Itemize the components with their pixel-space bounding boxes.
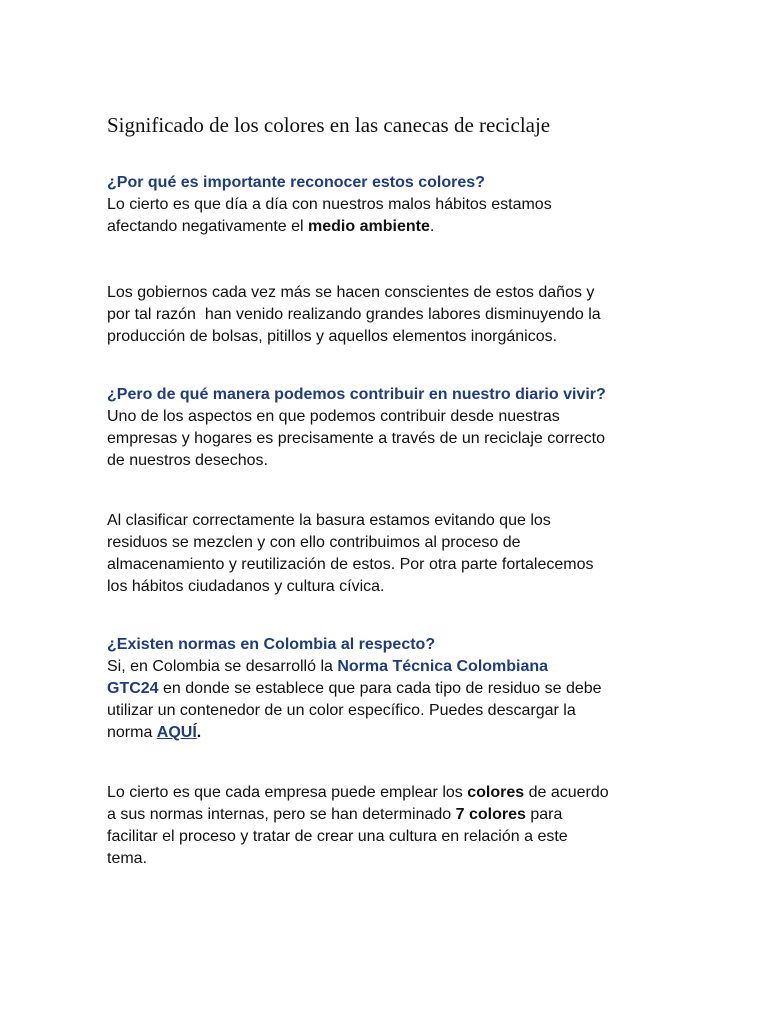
text-line bbox=[107, 678, 677, 700]
text-line: empresas y hogares es precisamente a través de un reciclaje correcto bbox=[107, 430, 606, 447]
text-line: Los gobiernos cada vez más se hacen conscientes de estos daños y bbox=[107, 284, 595, 301]
text-line bbox=[107, 782, 677, 804]
section-question: ¿Existen normas en Colombia al respecto? bbox=[107, 636, 436, 653]
paragraph bbox=[107, 194, 677, 238]
text-line bbox=[107, 656, 677, 678]
text-line: de nuestros desechos. bbox=[107, 452, 268, 469]
norm-code: GTC24 bbox=[107, 680, 159, 697]
bold-term: medio ambiente bbox=[308, 218, 430, 235]
text-run: Lo cierto es que cada empresa puede emplear los bbox=[107, 784, 468, 801]
paragraph bbox=[107, 406, 677, 472]
paragraph-gap bbox=[107, 472, 677, 494]
text-line: residuos se mezclen y con ello contribuimos al proceso de bbox=[107, 534, 521, 551]
section-importance bbox=[107, 172, 677, 348]
paragraph bbox=[107, 782, 677, 870]
download-link[interactable]: AQUÍ bbox=[156, 724, 197, 741]
text-line: utilizar un contenedor de un color específico. Puedes descargar la bbox=[107, 702, 576, 719]
text-line bbox=[107, 722, 677, 744]
bold-term: colores bbox=[467, 784, 525, 801]
text-run: . bbox=[196, 724, 202, 741]
text-run: en donde se establece que para cada tipo de residuo se debe bbox=[158, 680, 602, 697]
text-line: producción de bolsas, pitillos y aquellos elementos inorgánicos. bbox=[107, 328, 558, 345]
document-title: Significado de los colores en las canecas de reciclaje bbox=[107, 113, 551, 137]
paragraph bbox=[107, 282, 677, 348]
section-question: ¿Por qué es importante reconocer estos colores? bbox=[107, 174, 485, 191]
norm-name: Norma Técnica Colombiana bbox=[337, 658, 549, 675]
text-line: tema. bbox=[107, 850, 148, 867]
text-line: Lo cierto es que día a día con nuestros malos hábitos estamos bbox=[107, 196, 552, 213]
text-line: los hábitos ciudadanos y cultura cívica. bbox=[107, 578, 385, 595]
paragraph bbox=[107, 656, 677, 744]
paragraph-gap bbox=[107, 260, 677, 282]
paragraph-gap bbox=[107, 744, 677, 766]
paragraph-gap bbox=[107, 766, 677, 782]
paragraph-gap bbox=[107, 238, 677, 260]
text-line bbox=[107, 804, 677, 826]
text-run: de acuerdo bbox=[524, 784, 609, 801]
text-run: norma bbox=[107, 724, 157, 741]
section-gap bbox=[107, 348, 677, 370]
text-line bbox=[107, 216, 677, 238]
text-line: por tal razón han venido realizando grandes labores disminuyendo la bbox=[107, 306, 601, 323]
text-run: Si, en Colombia se desarrolló la bbox=[107, 658, 338, 675]
section-norms bbox=[107, 634, 677, 870]
text-line: almacenamiento y reutilización de estos. Por otra parte fortalecemos bbox=[107, 556, 594, 573]
section-contribution bbox=[107, 384, 677, 598]
text-run: a sus normas internas, pero se han determinado bbox=[107, 806, 456, 823]
text-run: para bbox=[525, 806, 563, 823]
section-gap bbox=[107, 598, 677, 620]
text-line: facilitar el proceso y tratar de crear una cultura en relación a este bbox=[107, 828, 568, 845]
paragraph bbox=[107, 510, 677, 598]
text-line: Uno de los aspectos en que podemos contribuir desde nuestras bbox=[107, 408, 560, 425]
paragraph-gap bbox=[107, 494, 677, 510]
section-question: ¿Pero de qué manera podemos contribuir en nuestro diario vivir? bbox=[107, 386, 606, 403]
section-gap bbox=[107, 370, 677, 384]
text-run: afectando negativamente el bbox=[107, 218, 309, 235]
text-run: . bbox=[429, 218, 435, 235]
document-content bbox=[107, 108, 677, 870]
section-gap bbox=[107, 620, 677, 634]
bold-term: 7 colores bbox=[455, 806, 526, 823]
text-line: Al clasificar correctamente la basura estamos evitando que los bbox=[107, 512, 551, 529]
